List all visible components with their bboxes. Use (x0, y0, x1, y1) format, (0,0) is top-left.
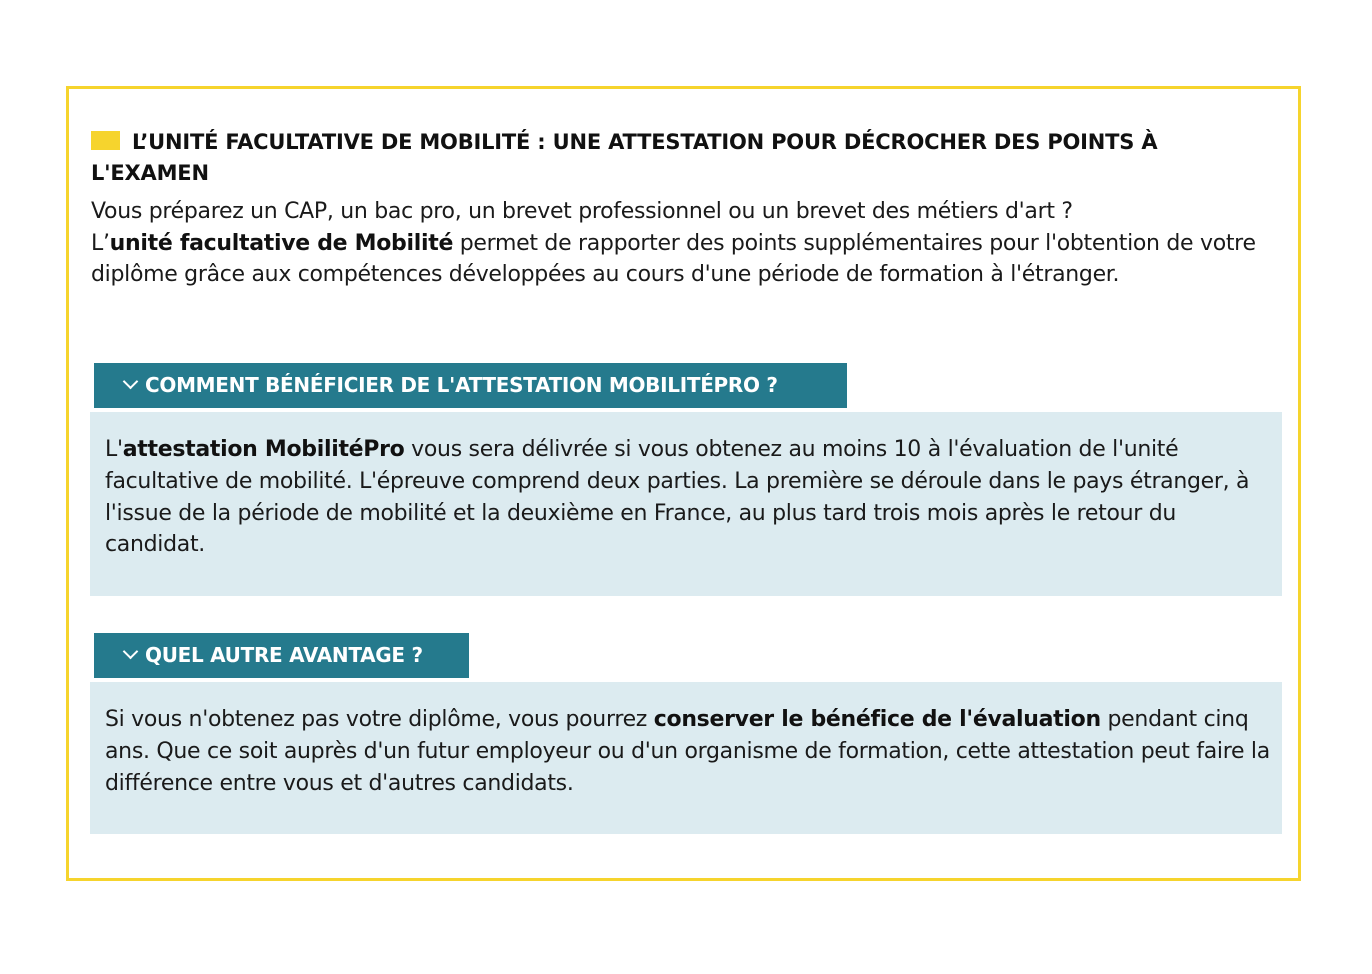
panel-text (105, 434, 1270, 561)
intro-prefix: L’ (91, 230, 110, 256)
accordion-toggle-avantage[interactable] (94, 633, 469, 678)
intro-bold: unité facultative de Mobilité (109, 230, 454, 256)
intro-line-1: Vous préparez un CAP, un bac pro, un brevet professionnel ou un brevet des métiers d'art ? (91, 199, 1073, 224)
accordion-panel-avantage (90, 682, 1282, 834)
accordion-panel-attestation (90, 412, 1282, 596)
accordion-label: COMMENT BÉNÉFICIER DE L'ATTESTATION MOBILITÉPRO ? (145, 373, 778, 397)
accordion-toggle-attestation[interactable] (94, 363, 847, 408)
panel-text (105, 704, 1270, 799)
panel-text-after: pendant cinq ans. Que ce soit auprès d'un futur employeur ou d'un organisme de formation, cette attestation peut faire la différence entre vous et d'autres candidats. (105, 707, 1270, 796)
panel-text-bold: attestation MobilitéPro (122, 437, 405, 462)
section-title: L’UNITÉ FACULTATIVE DE MOBILITÉ : UNE ATTESTATION POUR DÉCROCHER DES POINTS À L'EXAMEN (91, 130, 1158, 185)
intro-paragraph (91, 196, 1276, 291)
chevron-down-icon (123, 644, 139, 660)
panel-text-bold: conserver le bénéfice de l'évaluation (653, 707, 1101, 732)
panel-text-before: Si vous n'obtenez pas votre diplôme, vous pourrez (105, 707, 654, 732)
yellow-marker-icon (91, 131, 120, 150)
panel-text-before: L' (105, 437, 123, 462)
accordion-label: QUEL AUTRE AVANTAGE ? (145, 643, 423, 667)
info-card (66, 86, 1301, 881)
section-heading (91, 127, 1261, 189)
panel-text-after: vous sera délivrée si vous obtenez au moins 10 à l'évaluation de l'unité facultative de mobilité. L'épreuve comprend deux parties. La première se déroule dans le pays étranger, à l'issue de la période de mobilité et la deuxième en France, au plus tard trois mois après le retour du candidat. (105, 437, 1250, 558)
intro-rest: permet de rapporter des points supplémentaires pour l'obtention de votre diplôme grâce aux compétences développées au cours d'une période de formation à l'étranger. (91, 230, 1256, 287)
chevron-down-icon (123, 374, 139, 390)
